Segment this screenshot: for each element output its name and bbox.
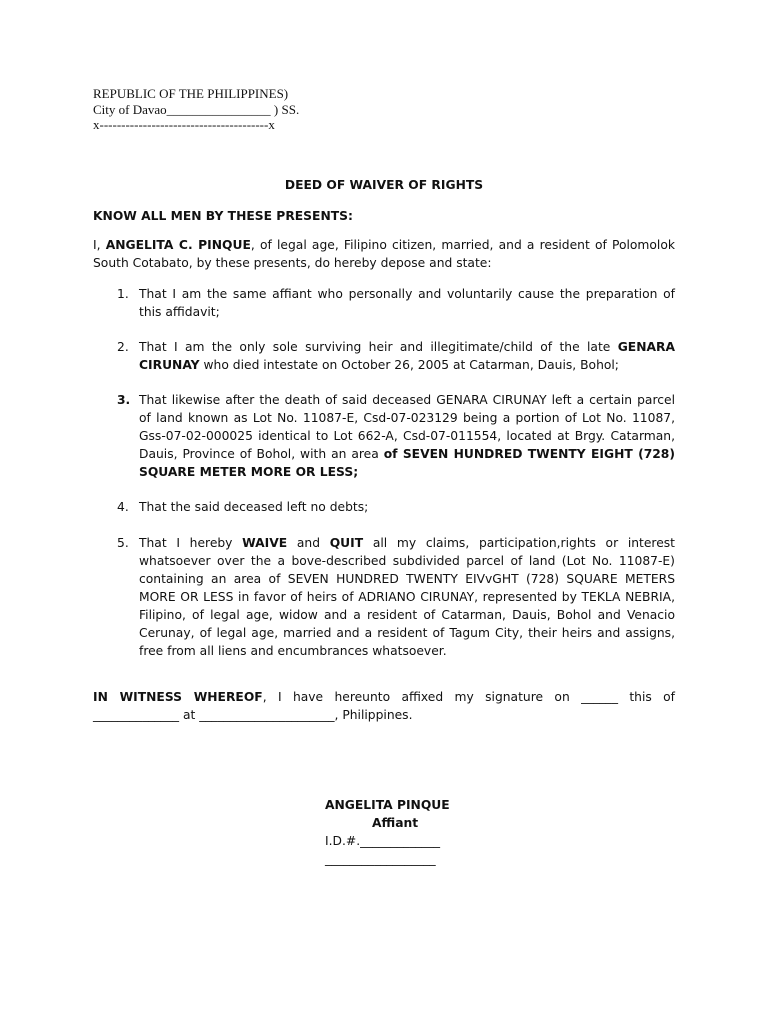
item-text-part: That I am the only sole surviving heir and illegitimate/child of the late <box>139 340 618 354</box>
signatory-name: ANGELITA PINQUE <box>325 798 450 812</box>
signature-block <box>325 796 450 868</box>
signatory-role: Affiant <box>372 816 419 830</box>
intro-paragraph <box>93 236 675 272</box>
witness-clause <box>93 688 675 724</box>
item-text <box>139 338 675 374</box>
caption-republic: REPUBLIC OF THE PHILIPPINES) <box>93 86 289 101</box>
venue-caption <box>93 86 299 133</box>
item-text-bold: of SEVEN HUNDRED TWENTY EIGHT (728) SQUARE METER MORE OR LESS; <box>139 447 675 479</box>
item-number: 2. <box>117 340 129 354</box>
item-text-bold: WAIVE <box>242 536 288 550</box>
caption-divider: x---------------------------------------x <box>93 117 275 132</box>
list-item-3 <box>117 391 675 481</box>
witness-lead: IN WITNESS WHEREOF <box>93 690 263 704</box>
item-number: 1. <box>117 287 129 301</box>
item-number: 5. <box>117 536 129 550</box>
item-text: That the said deceased left no debts; <box>139 500 369 514</box>
affiant-name: ANGELITA C. PINQUE <box>105 238 251 252</box>
list-item-4 <box>117 498 675 516</box>
document-title: DEED OF WAIVER OF RIGHTS <box>284 178 484 192</box>
list-item-5 <box>117 534 675 660</box>
intro-prefix: I, <box>93 238 106 252</box>
intro-rest: , of legal age, Filipino citizen, married, and a resident of Polomolok South Cotabato, by these presents, do hereby depose and state: <box>93 238 675 270</box>
item-text-bold: QUIT <box>329 536 364 550</box>
list-item-2 <box>117 338 675 374</box>
item-text-part: who died intestate on October 26, 2005 at Catarman, Dauis, Bohol; <box>199 358 619 372</box>
item-number: 3. <box>117 393 131 407</box>
item-text-part: and <box>287 536 330 550</box>
item-number: 4. <box>117 500 129 514</box>
list-item-1 <box>117 285 675 321</box>
caption-city: City of Davao________________ ) SS. <box>93 101 300 117</box>
item-text: That I am the same affiant who personally and voluntarily cause the preparation of this affidavit; <box>139 287 675 319</box>
item-text-part: That I hereby <box>139 536 243 550</box>
item-text-part: That likewise after the death of said deceased GENARA CIRUNAY left a certain parcel of land known as Lot No. 11087-E, Csd-07-023129 being a portion of Lot No. 11087, Gss-07-02-000025 identical to Lot 662-A, Csd-07-011554, located at Brgy. Catarman, Dauis, Province of Bohol, with an area <box>139 393 675 461</box>
id-number-line: I.D.#._____________ <box>325 834 441 848</box>
know-all-men: KNOW ALL MEN BY THESE PRESENTS: <box>93 209 353 223</box>
witness-rest: , I have hereunto affixed my signature on ______ this of ______________ at ______________________, Philippines. <box>93 690 675 722</box>
signature-line: __________________ <box>325 852 436 866</box>
item-text-bold: GENARA CIRUNAY <box>139 340 675 372</box>
item-text-part: all my claims, participation,rights or interest whatsoever over the a bove-described subdivided parcel of land (Lot No. 11087-E) containing an area of SEVEN HUNDRED TWENTY EIVvGHT (728) SQUARE METERS MORE OR LESS in favor of heirs of ADRIANO CIRUNAY, represented by TEKLA NEBRIA, Filipino, of legal age, widow and a resident of Catarman, Dauis, Bohol and Venacio Cerunay, of legal age, married and a resident of Tagum City, their heirs and assigns, free from all liens and encumbrances whatsoever. <box>139 536 675 658</box>
item-text <box>139 534 675 660</box>
item-text <box>139 391 675 481</box>
